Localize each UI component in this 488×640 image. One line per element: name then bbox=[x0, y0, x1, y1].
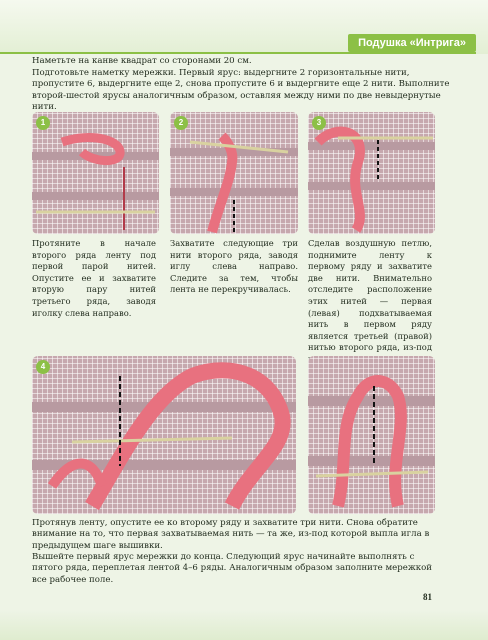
photo-1-illustration bbox=[32, 112, 159, 234]
intro-line-1: Наметьте на канве квадрат со сторонами 20 см. bbox=[32, 56, 252, 66]
bottom-paragraph-2: Вышейте первый ярус мережки до конца. Следующий ярус начинайте выполнять с пятого ряда, переплетая лентой 4–6 ряды. Аналогичным образом заполните мережкой все рабочее поле. bbox=[32, 552, 433, 585]
photo-3-illustration bbox=[308, 112, 435, 234]
pulled-thread-gap bbox=[308, 182, 435, 190]
step-caption-3: Сделав воздушную петлю, поднимите ленту к первому ряду и захватите две нити. Внимательно отследите расположение этих нитей — первая (левая) подхватываемая нить в первом ряду является третьей (правой) нитью второго ряда, из-под bbox=[308, 238, 432, 353]
step-badge-2: 2 bbox=[174, 116, 188, 130]
step-badge-3: 3 bbox=[312, 116, 326, 130]
step-caption-1: Протяните в начале второго ряда ленту под первой парой нитей. Опустите ее и захватите вторую пару нитей третьего ряда, заводя иголку слева направо. bbox=[32, 238, 156, 318]
pulled-thread-gap bbox=[32, 192, 159, 200]
header-rule bbox=[0, 52, 476, 54]
photo-2-illustration bbox=[170, 112, 298, 234]
photo-5-illustration bbox=[308, 356, 435, 514]
pulled-thread-gap bbox=[170, 188, 298, 196]
section-title: Подушка «Интрига» bbox=[348, 34, 476, 52]
needle bbox=[316, 472, 428, 476]
page-number: 81 bbox=[423, 592, 432, 602]
step-photo-1 bbox=[32, 112, 159, 234]
needle bbox=[72, 438, 232, 442]
step-photo-3 bbox=[308, 112, 435, 234]
photo-4-illustration bbox=[32, 356, 296, 514]
step-badge-1: 1 bbox=[36, 116, 50, 130]
step-photo-4 bbox=[32, 356, 296, 514]
step-badge-4: 4 bbox=[36, 360, 50, 374]
step-photo-5 bbox=[308, 356, 435, 514]
step-caption-2: Захватите следующие три нити второго ряда, заводя иглу слева направо. Следите за тем, чтобы лента не перекручивалась. bbox=[170, 238, 298, 295]
footer-band bbox=[0, 610, 488, 640]
step-photo-2 bbox=[170, 112, 298, 234]
bottom-paragraph-1: Протянув ленту, опустите ее ко второму ряду и захватите три нити. Снова обратите внимание на то, что первая захватываемая нить — та же, из-под которой выпла игла в предыдущем шаге вышивки. bbox=[32, 518, 430, 551]
pulled-thread-gap bbox=[308, 396, 435, 406]
pulled-thread-gap bbox=[308, 142, 435, 150]
intro-line-2: Подготовьте наметку мережки. Первый ярус: выдергните 2 горизонтальные нити, пропустите 6, выдергните еще 2, снова пропустите 6 и выдергните еще 2 нити. Выполните второй-шестой ярусы аналогичным образом, оставляя между ними по две невыдернутые нити. bbox=[32, 68, 450, 113]
pulled-thread-gap bbox=[308, 456, 435, 466]
